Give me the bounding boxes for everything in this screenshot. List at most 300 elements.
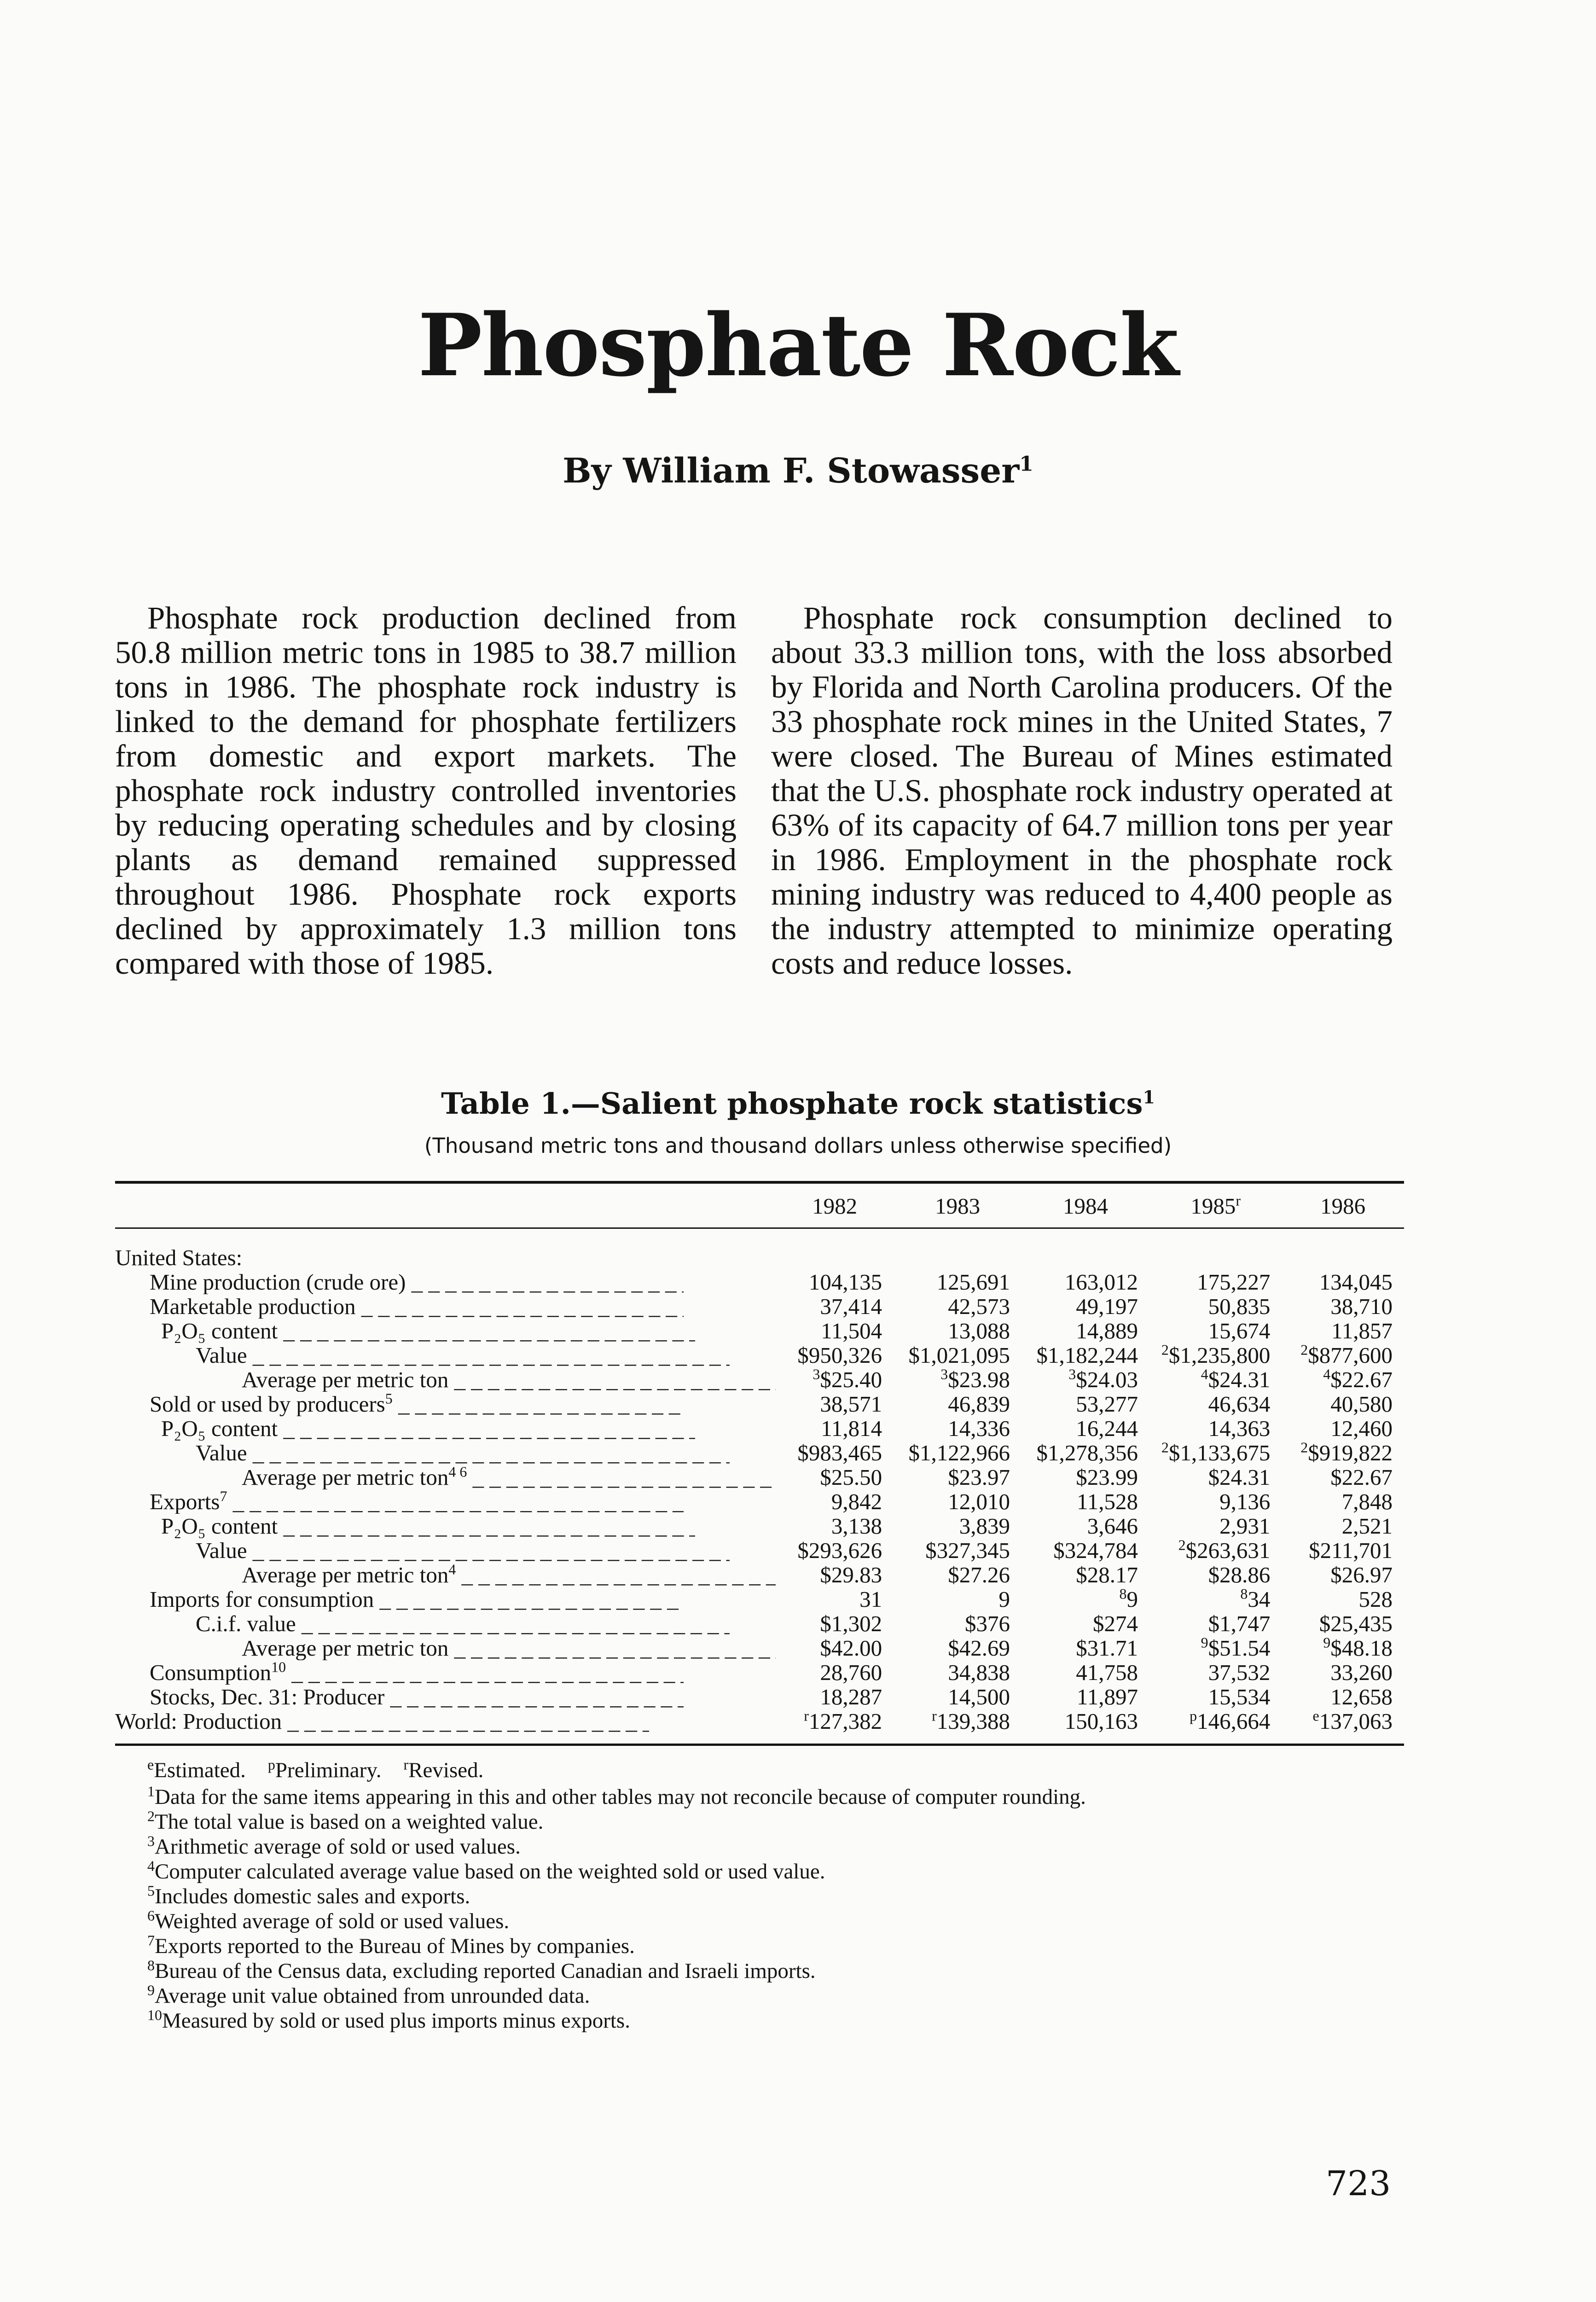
footnote-text: The total value is based on a weighted value.: [155, 1810, 544, 1834]
table-row: [115, 1611, 1404, 1636]
row-label-wrap: [115, 1685, 684, 1709]
table-row: [115, 1392, 1404, 1416]
header-year: [1282, 1185, 1404, 1227]
legend-text: Preliminary.: [275, 1758, 382, 1782]
value-cell: [776, 1587, 894, 1611]
value-text: 9: [998, 1587, 1010, 1612]
footnote-text: Data for the same items appearing in this and other tables may not reconcile because of computer rounding.: [155, 1785, 1086, 1809]
author: By William F. Stowasser: [563, 451, 1020, 491]
section-row: [115, 1245, 1404, 1270]
table-row: [115, 1514, 1404, 1538]
row-label-footnote: 4: [448, 1563, 456, 1578]
value-cell: [1021, 1343, 1149, 1367]
row-label-name: World: Production: [115, 1709, 282, 1733]
value-text: $274: [1092, 1611, 1138, 1636]
value-text: $919,822: [1308, 1440, 1393, 1465]
intro-column-left: [115, 601, 737, 981]
value-cell: [776, 1319, 894, 1343]
header-year: [1021, 1185, 1149, 1227]
row-label-wrap: [115, 1709, 649, 1733]
footnote-text: Exports reported to the Bureau of Mines by companies.: [155, 1934, 635, 1958]
footnote-mark: 10: [147, 2006, 162, 2023]
value-text: 28,760: [820, 1660, 882, 1685]
value-cell: [776, 1538, 894, 1563]
footnote-text: Includes domestic sales and exports.: [155, 1884, 470, 1908]
table-row: [115, 1441, 1404, 1465]
footnote-mark: 6: [147, 1907, 155, 1924]
row-label-wrap: [115, 1319, 695, 1343]
intro-paragraph: Phosphate rock consumption declined to about 33.3 million tons, with the loss absorbed by Florida and North Carolina producers. Of the 33 phosphate rock mines in the United States, 7 were closed. The Bureau of Mines estimated that the U.S. phosphate rock industry operated at 63% of its capacity of 64.7 million tons per year in 1986. Employment in the phosphate rock mining industry was reduced to 4,400 people as the industry attempted to minimize operating costs and reduce losses.: [771, 600, 1393, 981]
value-cell: [1149, 1294, 1282, 1319]
footnote-mark: 1: [147, 1783, 155, 1800]
row-label-footnote: 10: [271, 1660, 286, 1675]
row-label-wrap: [115, 1465, 776, 1489]
row-label-text: [196, 1611, 730, 1636]
value-text: 18,287: [820, 1684, 882, 1709]
footnote-list: [147, 1785, 1413, 2033]
legend-item: [147, 1758, 246, 1782]
table-subtitle: (Thousand metric tons and thousand dollars unless otherwise specified): [424, 1134, 1172, 1158]
row-label: [115, 1636, 776, 1660]
row-label-text: [150, 1270, 684, 1294]
header-year-text: 1982: [812, 1193, 858, 1219]
value-cell: [1021, 1319, 1149, 1343]
header-year: [776, 1185, 894, 1227]
row-label: [115, 1514, 776, 1538]
value-text: 137,063: [1319, 1709, 1393, 1734]
table-title: [0, 1087, 1596, 1121]
footnote-mark: 4: [147, 1857, 155, 1874]
value-text: 3,839: [959, 1513, 1010, 1539]
footnote-text: Measured by sold or used plus imports minus exports.: [162, 2009, 630, 2033]
value-cell: [1149, 1392, 1282, 1416]
value-cell: [894, 1636, 1021, 1660]
value-footnote: r: [932, 1707, 937, 1724]
value-text: 12,010: [948, 1489, 1010, 1514]
row-label-name: Value: [196, 1441, 247, 1465]
value-cell: [1282, 1416, 1404, 1441]
value-cell: [1282, 1367, 1404, 1392]
header-year-text: 1986: [1320, 1193, 1366, 1219]
value-cell: [894, 1465, 1021, 1489]
legend-mark: e: [147, 1756, 154, 1773]
value-text: $25.50: [820, 1465, 882, 1490]
header-year-text: 1984: [1063, 1193, 1108, 1219]
value-text: 38,710: [1330, 1294, 1393, 1319]
footnote-text: Bureau of the Census data, excluding reported Canadian and Israeli imports.: [155, 1959, 816, 1983]
footnote: [147, 1909, 1413, 1934]
value-cell: [1149, 1319, 1282, 1343]
byline-footnote-marker: 1: [1019, 452, 1033, 476]
table-row: [115, 1538, 1404, 1563]
value-cell: [1149, 1563, 1282, 1587]
row-label-text: [196, 1538, 730, 1563]
value-cell: [776, 1392, 894, 1416]
value-cell: [1021, 1441, 1149, 1465]
value-text: 33,260: [1330, 1660, 1393, 1685]
row-label: [115, 1489, 776, 1514]
value-footnote: 4: [1201, 1366, 1208, 1383]
row-label-text: [150, 1660, 684, 1685]
value-cell: [1282, 1685, 1404, 1709]
footnote-text: Arithmetic average of sold or used values.: [155, 1835, 521, 1859]
value-cell: [1282, 1441, 1404, 1465]
value-text: 11,857: [1331, 1318, 1393, 1343]
value-footnote: r: [804, 1707, 809, 1724]
table-row: [115, 1270, 1404, 1294]
value-text: 42,573: [948, 1294, 1010, 1319]
value-text: $24.31: [1208, 1465, 1271, 1490]
legend-mark: r: [403, 1756, 409, 1773]
value-cell: [1282, 1392, 1404, 1416]
value-text: $28.86: [1208, 1562, 1271, 1587]
header-stub: [115, 1185, 776, 1227]
value-cell: [894, 1294, 1021, 1319]
value-text: $1,021,095: [908, 1343, 1010, 1368]
footnote-mark: 3: [147, 1832, 155, 1849]
row-label-name: Consumption: [150, 1660, 272, 1685]
value-cell: [1282, 1294, 1404, 1319]
value-cell: [1149, 1441, 1282, 1465]
row-label-name: Sold or used by producers: [150, 1392, 385, 1416]
value-cell: [1021, 1709, 1149, 1733]
value-text: 15,674: [1208, 1318, 1271, 1343]
value-text: 2,931: [1219, 1513, 1271, 1539]
page-title: Phosphate Rock: [418, 295, 1178, 395]
value-text: $27.26: [948, 1562, 1010, 1587]
value-cell: [1021, 1514, 1149, 1538]
value-cell: [1149, 1367, 1282, 1392]
legend-text: Revised.: [408, 1758, 484, 1782]
value-cell: [1149, 1611, 1282, 1636]
intro-column-right: [771, 601, 1393, 981]
value-footnote: 2: [1300, 1439, 1308, 1456]
value-cell: [894, 1538, 1021, 1563]
value-cell: [894, 1489, 1021, 1514]
value-cell: [894, 1563, 1021, 1587]
value-text: 34: [1248, 1587, 1271, 1612]
value-text: $28.17: [1076, 1562, 1138, 1587]
table-row: [115, 1563, 1404, 1587]
row-label: [115, 1465, 776, 1489]
value-footnote: 3: [940, 1366, 948, 1383]
value-cell: [1021, 1392, 1149, 1416]
value-text: 37,414: [820, 1294, 882, 1319]
value-text: $324,784: [1053, 1538, 1138, 1563]
footnote: [147, 1983, 1413, 2008]
value-cell: [1282, 1636, 1404, 1660]
value-cell: [894, 1685, 1021, 1709]
value-cell: [1021, 1660, 1149, 1685]
value-text: $211,701: [1309, 1538, 1393, 1563]
salient-statistics-table: [115, 1185, 1404, 1733]
table-title-footnote-marker: 1: [1143, 1087, 1155, 1108]
row-label-name: P₂O₅ content: [161, 1416, 278, 1441]
value-text: 46,634: [1208, 1391, 1271, 1417]
value-text: 3,138: [831, 1513, 882, 1539]
value-cell: [894, 1367, 1021, 1392]
value-text: 127,382: [808, 1709, 882, 1734]
table-header-row: [115, 1185, 1404, 1227]
value-text: $1,182,244: [1036, 1343, 1138, 1368]
table-row: [115, 1294, 1404, 1319]
value-cell: [776, 1367, 894, 1392]
value-cell: [1149, 1685, 1282, 1709]
value-cell: [894, 1441, 1021, 1465]
value-cell: [776, 1489, 894, 1514]
header-year: [894, 1185, 1021, 1227]
page-number: 723: [1326, 2164, 1391, 2203]
value-text: $29.83: [820, 1562, 882, 1587]
value-cell: [776, 1465, 894, 1489]
value-text: 53,277: [1076, 1391, 1138, 1417]
value-text: $25.40: [820, 1367, 882, 1392]
footnote: [147, 1859, 1413, 1884]
value-cell: [1282, 1270, 1404, 1294]
row-label-text: [242, 1465, 776, 1489]
value-cell: [1282, 1343, 1404, 1367]
value-text: $42.69: [948, 1635, 1010, 1661]
value-footnote: 8: [1240, 1585, 1248, 1602]
value-text: 12,460: [1330, 1416, 1393, 1441]
row-label: [115, 1587, 776, 1611]
footnote: [147, 1809, 1413, 1834]
row-label-name: Value: [196, 1343, 247, 1367]
row-label-name: Average per metric ton: [242, 1367, 449, 1392]
value-text: 3,646: [1087, 1513, 1138, 1539]
value-cell: [776, 1709, 894, 1733]
value-text: 12,658: [1330, 1684, 1393, 1709]
value-cell: [1021, 1489, 1149, 1514]
row-label-footnote: 4 6: [448, 1465, 467, 1480]
header-year-text: 1983: [935, 1193, 981, 1219]
table-notes: [147, 1758, 1413, 2033]
value-footnote: 3: [1068, 1366, 1076, 1383]
row-label-wrap: [115, 1611, 730, 1636]
row-label-text: [161, 1514, 695, 1538]
value-text: $877,600: [1308, 1343, 1393, 1368]
value-cell: [776, 1514, 894, 1538]
value-cell: [894, 1392, 1021, 1416]
footnote: [147, 2008, 1413, 2033]
value-text: 40,580: [1330, 1391, 1393, 1417]
value-text: 14,889: [1076, 1318, 1138, 1343]
value-text: $23.97: [948, 1465, 1010, 1490]
value-footnote: 3: [813, 1366, 820, 1383]
value-text: 49,197: [1076, 1294, 1138, 1319]
table-row: [115, 1465, 1404, 1489]
row-label-name: Exports: [150, 1489, 220, 1514]
value-cell: [776, 1416, 894, 1441]
row-label: [115, 1343, 776, 1367]
row-label-text: [150, 1392, 684, 1416]
row-label: [115, 1685, 776, 1709]
value-text: 9,842: [831, 1489, 882, 1514]
value-text: 134,045: [1319, 1269, 1393, 1295]
header-year-mark: r: [1236, 1192, 1241, 1209]
table-row: [115, 1489, 1404, 1514]
value-text: 50,835: [1208, 1294, 1271, 1319]
value-text: 14,500: [948, 1684, 1010, 1709]
value-text: 11,814: [821, 1416, 882, 1441]
value-cell: [1282, 1709, 1404, 1733]
row-label: [115, 1660, 776, 1685]
value-text: $950,326: [797, 1343, 882, 1368]
value-text: 46,839: [948, 1391, 1010, 1417]
row-label-wrap: [115, 1367, 776, 1392]
value-text: $26.97: [1330, 1562, 1393, 1587]
row-label-text: [242, 1636, 776, 1660]
value-cell: [1149, 1538, 1282, 1563]
value-text: 7,848: [1341, 1489, 1393, 1514]
row-label-wrap: [115, 1538, 730, 1563]
value-cell: [1149, 1465, 1282, 1489]
value-text: $263,631: [1185, 1538, 1271, 1563]
table-row: [115, 1636, 1404, 1660]
row-label-name: P₂O₅ content: [161, 1319, 278, 1343]
value-cell: [1149, 1514, 1282, 1538]
value-cell: [1282, 1660, 1404, 1685]
row-label: [115, 1538, 776, 1563]
value-cell: [1282, 1587, 1404, 1611]
row-label: [115, 1392, 776, 1416]
value-cell: [894, 1611, 1021, 1636]
value-cell: [776, 1343, 894, 1367]
value-text: $25,435: [1319, 1611, 1393, 1636]
footnote: [147, 1959, 1413, 1983]
value-cell: [776, 1611, 894, 1636]
legend-item: [404, 1758, 484, 1782]
row-label: [115, 1319, 776, 1343]
value-text: $1,133,675: [1168, 1440, 1271, 1465]
value-cell: [1021, 1587, 1149, 1611]
value-cell: [894, 1514, 1021, 1538]
value-text: 11,504: [821, 1318, 882, 1343]
footnote-text: Computer calculated average value based on the weighted sold or used value.: [155, 1860, 825, 1883]
value-cell: [894, 1416, 1021, 1441]
value-footnote: 9: [1323, 1634, 1331, 1651]
table-row: [115, 1343, 1404, 1367]
value-cell: [1149, 1416, 1282, 1441]
value-text: $42.00: [820, 1635, 882, 1661]
header-year: [1149, 1185, 1282, 1227]
row-label: [115, 1270, 776, 1294]
value-footnote: 2: [1161, 1341, 1169, 1358]
row-label-text: [150, 1685, 684, 1709]
table-row: [115, 1660, 1404, 1685]
footnote: [147, 1934, 1413, 1959]
row-label: [115, 1441, 776, 1465]
row-label-wrap: [115, 1563, 776, 1587]
notes-legend: [147, 1758, 1413, 1783]
value-cell: [1021, 1685, 1149, 1709]
value-cell: [1282, 1489, 1404, 1514]
value-cell: [1282, 1514, 1404, 1538]
row-label: [115, 1563, 776, 1587]
value-cell: [776, 1660, 894, 1685]
legend-mark: p: [267, 1756, 275, 1773]
value-cell: [894, 1709, 1021, 1733]
row-label: [115, 1294, 776, 1319]
value-text: $1,278,356: [1036, 1440, 1138, 1465]
value-text: 16,244: [1076, 1416, 1138, 1441]
value-cell: [776, 1294, 894, 1319]
value-text: 41,758: [1076, 1660, 1138, 1685]
value-text: $22.67: [1330, 1367, 1393, 1392]
value-cell: [894, 1343, 1021, 1367]
row-label-text: [242, 1367, 776, 1392]
value-text: 9,136: [1219, 1489, 1271, 1514]
row-label-name: P₂O₅ content: [161, 1514, 278, 1538]
header-year-text: 1985: [1190, 1193, 1236, 1219]
row-label-text: [115, 1709, 649, 1733]
value-footnote: e: [1312, 1707, 1319, 1724]
value-text: 528: [1358, 1587, 1393, 1612]
row-label: [115, 1367, 776, 1392]
value-cell: [1021, 1611, 1149, 1636]
legend-item: [268, 1758, 382, 1782]
value-text: $1,747: [1208, 1611, 1271, 1636]
table-row: [115, 1319, 1404, 1343]
row-label-text: [150, 1489, 684, 1514]
row-label-name: Mine production (crude ore): [150, 1270, 406, 1294]
value-text: $31.71: [1076, 1635, 1138, 1661]
value-cell: [1021, 1270, 1149, 1294]
row-label-wrap: [115, 1660, 684, 1685]
value-text: 37,532: [1208, 1660, 1271, 1685]
value-text: 14,336: [948, 1416, 1010, 1441]
value-text: $23.99: [1076, 1465, 1138, 1490]
spacer-cell: [115, 1227, 1404, 1245]
value-cell: [894, 1660, 1021, 1685]
footnote-text: Weighted average of sold or used values.: [155, 1909, 510, 1933]
value-cell: [1149, 1489, 1282, 1514]
value-cell: [1021, 1465, 1149, 1489]
row-label-text: [161, 1416, 695, 1441]
value-cell: [894, 1319, 1021, 1343]
row-label-name: Imports for consumption: [150, 1587, 374, 1611]
value-text: 104,135: [808, 1269, 882, 1295]
legend-text: Estimated.: [154, 1758, 246, 1782]
row-label-wrap: [115, 1489, 684, 1514]
value-text: $22.67: [1330, 1465, 1393, 1490]
value-text: 139,388: [936, 1709, 1010, 1734]
value-cell: [1282, 1319, 1404, 1343]
footnote-mark: 8: [147, 1957, 155, 1974]
value-footnote: p: [1190, 1707, 1197, 1724]
row-label-name: Average per metric ton: [242, 1465, 449, 1489]
row-label-text: [161, 1319, 695, 1343]
row-label-name: Marketable production: [150, 1294, 356, 1319]
row-label-name: Value: [196, 1538, 247, 1563]
value-footnote: 2: [1161, 1439, 1169, 1456]
row-label-footnote: 7: [220, 1489, 227, 1505]
row-label-wrap: [115, 1416, 695, 1441]
row-label-name: Stocks, Dec. 31: Producer: [150, 1685, 385, 1709]
table-row: [115, 1587, 1404, 1611]
row-label-name: C.i.f. value: [196, 1611, 296, 1636]
value-cell: [1149, 1636, 1282, 1660]
value-text: $24.03: [1076, 1367, 1138, 1392]
value-cell: [1021, 1367, 1149, 1392]
footnote-mark: 5: [147, 1882, 155, 1899]
footnote-mark: 9: [147, 1982, 155, 1999]
spacer-row: [115, 1227, 1404, 1245]
value-text: $1,235,800: [1168, 1343, 1271, 1368]
row-label-text: [150, 1587, 684, 1611]
row-label: [115, 1611, 776, 1636]
value-cell: [776, 1563, 894, 1587]
